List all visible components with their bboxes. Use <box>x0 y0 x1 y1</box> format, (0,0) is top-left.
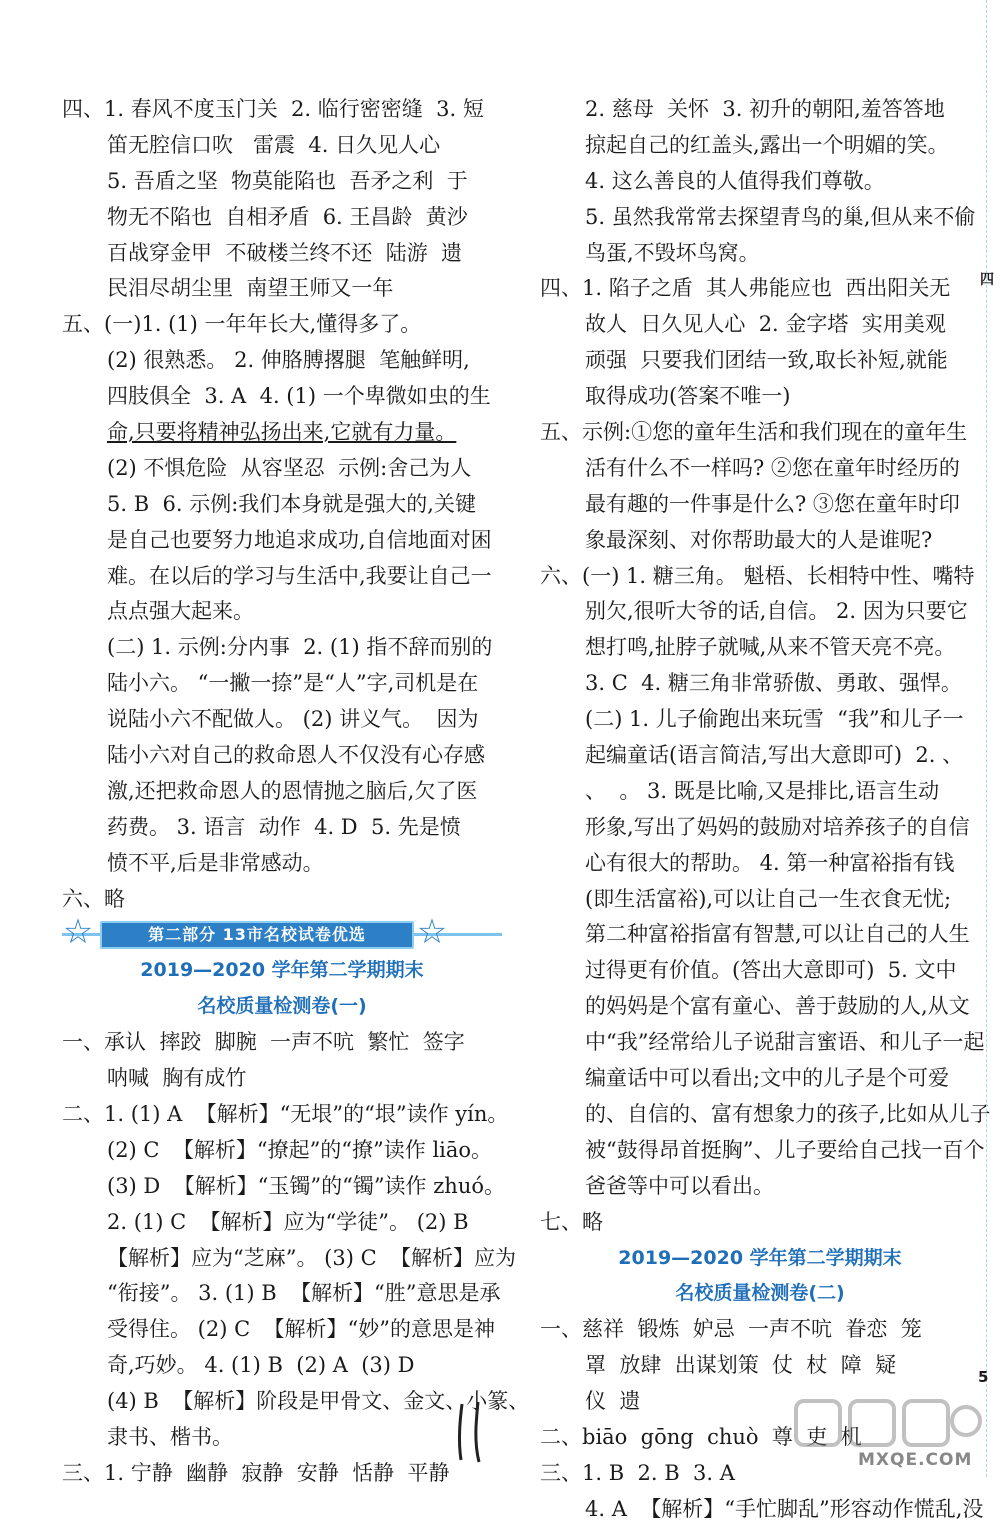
answer-line: 第二种富裕指富有智慧,可以让自己的人生 <box>585 922 970 947</box>
answer-line: 心有很大的帮助。 4. 第一种富裕指有钱 <box>585 850 955 875</box>
page-edge-strip <box>986 0 1000 1477</box>
answer-line: 呐喊 胸有成竹 <box>107 1066 247 1091</box>
answer-line: 编童话中可以看出;文中的儿子是个可爱 <box>585 1066 950 1091</box>
answer-line: (2) C 【解析】“撩起”的“撩”读作 liāo。 <box>107 1137 493 1162</box>
answer-line: 仪 遗 <box>585 1389 641 1414</box>
answer-line: 笛无腔信口吹 雷震 4. 日久见人心 <box>107 132 441 157</box>
answer-line: 百战穿金甲 不破楼兰终不还 陆游 遗 <box>107 240 463 265</box>
answer-line: 想打鸣,扯脖子就喊,从来不管天亮不亮。 <box>585 635 956 660</box>
section-heading: 名校质量检测卷(二) <box>675 1282 845 1305</box>
answer-line: 4. A 【解析】“手忙脚乱”形容动作慌乱,没 <box>585 1496 984 1521</box>
answer-line: 四肢俱全 3. A 4. (1) 一个卑微如虫的生 <box>107 384 491 409</box>
answer-line: 5. 吾盾之坚 物莫能陷也 吾矛之利 于 <box>107 168 468 193</box>
answer-line: (2) 很熟悉。 2. 伸胳膊撂腿 笔触鲜明, <box>107 348 470 373</box>
answer-line: 别欠,很听大爷的话,自信。 2. 因为只要它 <box>585 599 968 624</box>
section-heading: 2019—2020 学年第二学期期末 <box>140 959 424 982</box>
answer-line: 奇,巧妙。 4. (1) B (2) A (3) D <box>107 1353 415 1378</box>
answer-line: 愤不平,后是非常感动。 <box>107 850 324 875</box>
answer-line: (2) 不惧危险 从容坚忍 示例:舍己为人 <box>107 455 472 480</box>
answer-line: 5. B 6. 示例:我们本身就是强大的,关键 <box>107 491 476 516</box>
answer-line: 受得住。 (2) C 【解析】“妙”的意思是神 <box>107 1317 495 1342</box>
answer-line: 是自己也要努力地追求成功,自信地面对困 <box>107 527 492 552</box>
answer-line: 、 。 3. 既是比喻,又是排比,语言生动 <box>585 778 940 803</box>
answer-line: 形象,写出了妈妈的鼓励对培养孩子的自信 <box>585 814 970 839</box>
answer-line: 激,还把救命恩人的恩情抛之脑后,欠了医 <box>107 778 478 803</box>
answer-line: 活有什么不一样吗? ②您在童年时经历的 <box>585 455 960 480</box>
star-face-icon: ☆ <box>416 912 448 953</box>
watermark-text: MXQE.COM <box>858 1450 973 1470</box>
answer-line: 过得更有价值。(答出大意即可) 5. 文中 <box>585 958 957 983</box>
answer-line: 点点强大起来。 <box>107 599 254 624</box>
answer-line: 2. 慈母 关怀 3. 初升的朝阳,羞答答地 <box>585 97 945 121</box>
answer-line: (即生活富裕),可以让自己一生衣食无忧; <box>585 886 952 911</box>
answer-line: 三、1. B 2. B 3. A <box>540 1460 735 1485</box>
answer-line: 药费。 3. 语言 动作 4. D 5. 先是愤 <box>107 814 461 839</box>
answer-line: 五、(一)1. (1) 一年年长大,懂得多了。 <box>62 312 422 337</box>
answer-line: 的、自信的、富有想象力的孩子,比如从儿子 <box>585 1101 991 1126</box>
answer-line: 三、1. 宁静 幽静 寂静 安静 恬静 平静 <box>62 1460 450 1485</box>
answer-line: 最有趣的一件事是什么? ③您在童年时印 <box>585 491 960 516</box>
section-heading: 名校质量检测卷(一) <box>197 995 367 1018</box>
answer-line: 象最深刻、对你帮助最大的人是谁呢? <box>585 527 933 552</box>
star-face-icon: ☆ <box>62 912 94 953</box>
answer-line: “衔接”。 3. (1) B 【解析】“胜”意思是承 <box>107 1281 501 1306</box>
answer-line: 隶书、楷书。 <box>107 1424 233 1449</box>
answer-line: 故人 日久见人心 2. 金字塔 实用美观 <box>585 312 946 337</box>
answer-line: 的妈妈是个富有童心、善于鼓励的人,从文 <box>585 994 970 1019</box>
side-tab: 四 <box>980 272 994 288</box>
answer-line: 2. (1) C 【解析】应为“学徒”。 (2) B <box>107 1209 469 1234</box>
answer-line: 民泪尽胡尘里 南望王师又一年 <box>107 276 394 301</box>
answer-line: 中“我”经常给儿子说甜言蜜语、和儿子一起 <box>585 1030 985 1055</box>
answer-line: 【解析】应为“芝麻”。 (3) C 【解析】应为 <box>107 1245 516 1270</box>
answer-line: 四、1. 陷子之盾 其人弗能应也 西出阳关无 <box>540 276 951 301</box>
pen-scrawl-mark <box>452 1400 496 1464</box>
answer-line: 四、1. 春风不度玉门关 2. 临行密密缝 3. 短 <box>62 97 484 121</box>
answer-line: 爸爸等中可以看出。 <box>585 1173 774 1198</box>
answer-line: 5. 虽然我常常去探望青鸟的巢,但从来不偷 <box>585 204 976 229</box>
right-column <box>540 92 991 1528</box>
answer-line: 3. C 4. 糖三角非常骄傲、勇敢、强悍。 <box>585 671 962 696</box>
answer-line: 掠起自己的红盖头,露出一个明媚的笑。 <box>585 132 949 157</box>
banner-label: 第二部分 13市名校试卷优选 <box>100 921 414 949</box>
answer-line: (二) 1. 儿子偷跑出来玩雪 “我”和儿子一 <box>585 707 964 732</box>
answer-line: 说陆小六不配做人。 (2) 讲义气。 因为 <box>107 707 479 732</box>
answer-line: 二、1. (1) A 【解析】“无垠”的“垠”读作 yín。 <box>62 1101 509 1126</box>
answer-line: 陆小六。 “一撇一捺”是“人”字,司机是在 <box>107 671 479 696</box>
answer-line: 罩 放肆 出谋划策 仗 杖 障 疑 <box>585 1353 897 1378</box>
answer-line: 4. 这么善良的人值得我们尊敬。 <box>585 168 885 193</box>
answer-line: 七、略 <box>540 1209 603 1234</box>
section-heading: 2019—2020 学年第二学期期末 <box>618 1246 902 1269</box>
answer-line: 顽强 只要我们团结一致,取长补短,就能 <box>585 348 948 373</box>
answer-line: 鸟蛋,不毁坏鸟窝。 <box>585 240 760 265</box>
answer-line: (3) D 【解析】“玉镯”的“镯”读作 zhuó。 <box>107 1173 505 1198</box>
answer-line: 取得成功(答案不唯一) <box>585 384 791 409</box>
answer-line: 五、示例:①您的童年生活和我们现在的童年生 <box>540 420 968 445</box>
answer-line: 被“鼓得昂首挺胸”、儿子要给自己找一百个 <box>585 1137 985 1162</box>
answer-line: (4) B 【解析】阶段是甲骨文、金文、小篆、 <box>107 1389 530 1414</box>
answer-line: 物无不陷也 自相矛盾 6. 王昌龄 黄沙 <box>107 204 468 229</box>
answer-line: 六、(一) 1. 糖三角。 魁梧、长相特中性、嘴特 <box>540 563 975 588</box>
part-banner <box>62 912 502 953</box>
answer-line: 二、biāo gōng chuò 尊 吏 机 <box>540 1424 862 1449</box>
answer-line: 一、慈祥 锻炼 妒忌 一声不吭 眷恋 笼 <box>540 1317 922 1342</box>
answer-line: 起编童话(语言简洁,写出大意即可) 2. 、 <box>585 743 964 768</box>
answer-line: 陆小六对自己的救命恩人不仅没有心存感 <box>107 743 485 768</box>
answer-line: 命,只要将精神弘扬出来,它就有力量。 <box>107 420 457 445</box>
answer-line: 一、承认 摔跤 脚腕 一声不吭 繁忙 签字 <box>62 1030 465 1055</box>
left-column <box>62 92 530 1492</box>
answer-line: 六、略 <box>62 886 125 911</box>
answer-line: (二) 1. 示例:分内事 2. (1) 指不辞而别的 <box>107 635 493 660</box>
page-number: 5 <box>978 1368 989 1386</box>
answer-line: 难。在以后的学习与生活中,我要让自己一 <box>107 563 492 588</box>
